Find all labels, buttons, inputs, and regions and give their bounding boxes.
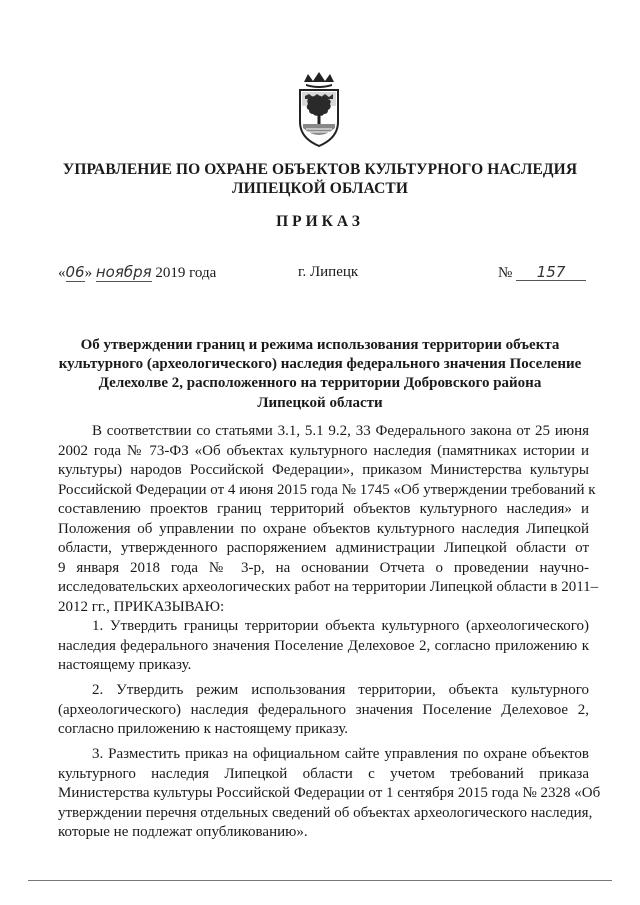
date-day: 06 [65,263,85,281]
body-line: утверждении перечня отдельных сведений об объектах археологического наследия, [58,804,593,821]
date-close-quote: » [84,265,93,281]
date-open-quote: « [58,265,66,281]
body-line: согласно приложению к настоящему приказу. [58,721,349,737]
item-3 [58,745,601,843]
organization-name-line1: УПРАВЛЕНИЕ ПО ОХРАНЕ ОБЪЕКТОВ КУЛЬТУРНОГО НАСЛЕДИЯ [62,161,578,178]
item-2 [58,681,589,740]
body-line: 9 января 2018 года № 3-р, на основании Отчета о проведении научно- [58,559,589,576]
body-line: (археологического) наследия федерального значения Поселение Делеховое 2, [58,701,589,718]
subject-line: Делехолве 2, расположенного на территории Добровского района [98,375,542,392]
preamble [58,422,599,617]
body-line: Положения об управлении по охране объектов культурного наследия Липецкой [58,520,589,537]
body-line: Российской Федерации от 4 июня 2015 года № 1745 «Об утверждении требований к [58,481,596,498]
city: г. Липецк [298,264,359,280]
body-line: 2012 гг., ПРИКАЗЫВАЮ: [58,598,225,615]
body-line: составлению проектов границ территорий объектов культурного наследия» и [58,501,589,517]
subject-line: культурного (археологического) наследия федерального значения Поселение [58,356,582,373]
document-subject [58,336,582,413]
body-line: настоящему приказу. [58,657,192,673]
body-line: 2002 года № 73-ФЗ «Об объектах культурного наследия (памятниках истории и [58,442,589,459]
doc-number-label: № [498,265,513,281]
organization-name-line2: ЛИПЕЦКОЙ ОБЛАСТИ [232,180,408,197]
subject-line: Об утверждении границ и режима использования территории объекта [80,337,560,353]
body-line: 1. Утвердить границы территории объекта культурного (археологического) [92,618,589,634]
document-type: ПРИКАЗ [276,213,364,230]
body-line: культурного наследия Липецкой области с учетом требований приказа [58,765,589,782]
item-1 [58,617,589,676]
footer-divider [28,880,612,881]
body-line: исследовательских археологических работ на территории Липецкой области в 2011– [58,579,599,595]
body-line: 2. Утвердить режим использования территории, объекта культурного [92,682,589,698]
doc-number-value: 157 [516,264,586,281]
subject-line: Липецкой области [257,394,383,411]
date-month: ноября [95,263,152,281]
date-year: 2019 года [155,265,217,281]
body-line: культуры) народов Российской Федерации», приказом Министерства культуры [58,462,589,478]
doc-number [498,264,586,282]
body-line: 3. Разместить приказ на официальном сайте управления по охране объектов [92,746,589,762]
body-line: наследия федерального значения Поселение Делеховое 2, согласно приложению к [58,637,589,654]
body-line: В соответствии со статьями 3.1, 5.1 9.2, 33 Федерального закона от 25 июня [92,423,589,439]
body-line: Министерства культуры Российской Федерации от 1 сентября 2015 года № 2328 «Об [58,785,601,801]
body-line: области, утвержденного распоряжением администрации Липецкой области от [58,540,589,556]
body-line: которые не подлежат опубликованию». [58,824,308,840]
date [58,264,216,282]
date-line [0,264,640,288]
coat-of-arms-icon [294,72,344,148]
